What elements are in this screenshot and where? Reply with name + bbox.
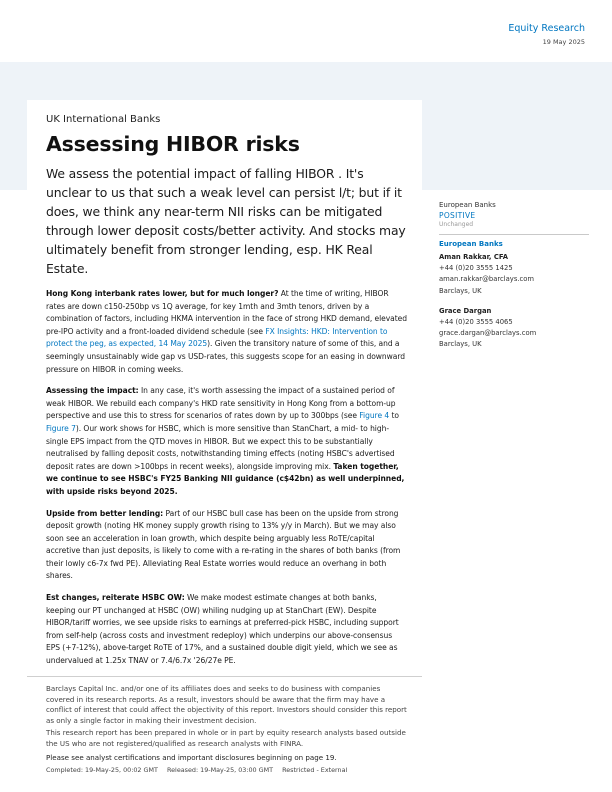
finra-disclaimer: This research report has been prepared in whole or in part by equity research analysts based outside the US who are not registered/qualified as research analysts with FINRA. <box>46 728 406 748</box>
sidebar <box>439 201 589 351</box>
report-title: Assessing HIBOR risks <box>46 132 300 156</box>
report-body <box>46 288 408 668</box>
figure-7-link[interactable]: Figure 7 <box>46 423 76 433</box>
analyst-card <box>439 252 589 297</box>
disclosures-note: Please see analyst certifications and important disclosures beginning on page 19. <box>46 752 337 762</box>
main-column <box>46 114 408 677</box>
paragraph-text: ). Our work shows for HSBC, which is more sensitive than StanChart, a mid- to high-single EPS impact from the QTD moves in HIBOR. But we expect this to be substantially neutralised by falling deposit costs, notwithstanding timing effects (noting HSBC's advertised deposit rates are down >100bps in recent weeks), alongside improving mix. <box>46 423 395 471</box>
classification-label: Restricted - External <box>282 766 348 774</box>
analyst-firm: Barclays, UK <box>439 340 482 349</box>
sector-name: European Banks <box>439 201 496 209</box>
publication-date: 19 May 2025 <box>542 38 585 46</box>
paragraph-text: In any case, it's worth assessing the impact of a sustained period of weak HIBOR. We rebuild each company's HKD rate sensitivity in Hong Kong from a bottom-up perspective and use this to stress for scenarios of rates down by up to 300bps (see <box>46 386 396 421</box>
analyst-email[interactable]: aman.rakkar@barclays.com <box>439 275 535 284</box>
disclaimer-divider <box>27 676 422 677</box>
report-subject: UK International Banks <box>46 114 161 125</box>
analyst-name: Grace Dargan <box>439 306 492 315</box>
paragraph-lead: Hong Kong interbank rates lower, but for much longer? <box>46 289 279 298</box>
paragraph-text: to <box>389 411 399 421</box>
released-timestamp: Released: 19-May-25, 03:00 GMT <box>166 766 274 774</box>
figure-4-link[interactable]: Figure 4 <box>359 411 390 421</box>
paragraph-rates <box>46 288 408 376</box>
publication-label: Equity Research <box>508 23 585 34</box>
paragraph-lead: Upside from better lending: <box>46 508 164 518</box>
paragraph-lead: Est changes, reiterate HSBC OW: <box>46 593 185 603</box>
analyst-phone: +44 (0)20 3555 4065 <box>439 318 513 327</box>
paragraph-text: Part of our HSBC bull case has been on the upside from strong deposit growth (noting HK money supply growth rising to 13% y/y in March). But we may also soon see an acceleration in loan growth, which despite being arguably less RoTE/capital accretive than just deposits, is likely to come with a re-rating in the shares of both banks (from their lowly c6-7x fwd PE). Alleviating Real Estate worries would reduce an overhang in both shares. <box>46 508 401 581</box>
paragraph-text: At the time of writing, HIBOR rates are down c150-250bp vs 1Q average, for key 1mth and 3mth tenors, driven by a combination of factors, including HKMA intervention in the face of strong HKD demand, elevated pre-IPO activity and a front-loaded dividend schedule (see <box>46 289 407 336</box>
analyst-team: European Banks <box>439 240 503 248</box>
sidebar-divider <box>439 234 589 235</box>
paragraph-estimates <box>46 592 408 668</box>
paragraph-text: We make modest estimate changes at both banks, keeping our PT unchanged at HSBC (OW) whiling nudging up at StanChart (EW). Despite HIBOR/tariff worries, we see upside risks to earnings at preferred-pick HSBC, including support from self-help (across costs and investment redeploy) which underpins our above-consensus EPS (+7-12%), above-target RoTE of 17%, and a sustained double digit yield, which we see as undervalued at 1.25x TNAV or 7.4/6.7x '26/27e PE. <box>46 593 399 666</box>
conflict-disclaimer: Barclays Capital Inc. and/or one of its affiliates does and seeks to do business with companies covered in its research reports. As a result, investors should be aware that the firm may have a conflict of interest that could affect the objectivity of this report. Investors should consider this report as only a single factor in making their investment decision. <box>46 684 407 725</box>
analyst-card <box>439 306 589 351</box>
paragraph-text: ). Given the transitory nature of some of this, and a seemingly unsustainably wide gap vs USD-rates, this suggests scope for an easing in downward pressure on HIBOR in coming weeks. <box>46 339 405 374</box>
disclaimer <box>46 684 408 763</box>
sector-rating: POSITIVE <box>439 211 476 220</box>
rating-change: Unchanged <box>439 221 474 228</box>
paragraph-impact <box>46 385 408 498</box>
report-lede: We assess the potential impact of falling HIBOR . It's unclear to us that such a weak level can persist l/t; but if it does, we think any near-term NII risks can be mitigated through lower deposit costs/better activity. And stocks may ultimately benefit from stronger lending, esp. HK Real Estate. <box>46 166 406 276</box>
report-footer <box>46 766 354 774</box>
paragraph-lead: Assessing the impact: <box>46 386 139 396</box>
analyst-phone: +44 (0)20 3555 1425 <box>439 264 513 273</box>
analyst-name: Aman Rakkar, CFA <box>439 253 508 261</box>
analyst-firm: Barclays, UK <box>439 286 482 295</box>
paragraph-lending <box>46 508 408 584</box>
fx-insights-link[interactable]: FX Insights: HKD: Intervention to protect the peg, as expected, 14 May 2025 <box>46 326 388 349</box>
paragraph-conclusion: Taken together, we continue to see HSBC's FY25 Banking NII guidance (c$42bn) as well underpinned, with upside risks beyond 2025. <box>46 461 405 496</box>
analyst-email[interactable]: grace.dargan@barclays.com <box>439 329 537 338</box>
completed-timestamp: Completed: 19-May-25, 00:02 GMT <box>46 766 158 774</box>
